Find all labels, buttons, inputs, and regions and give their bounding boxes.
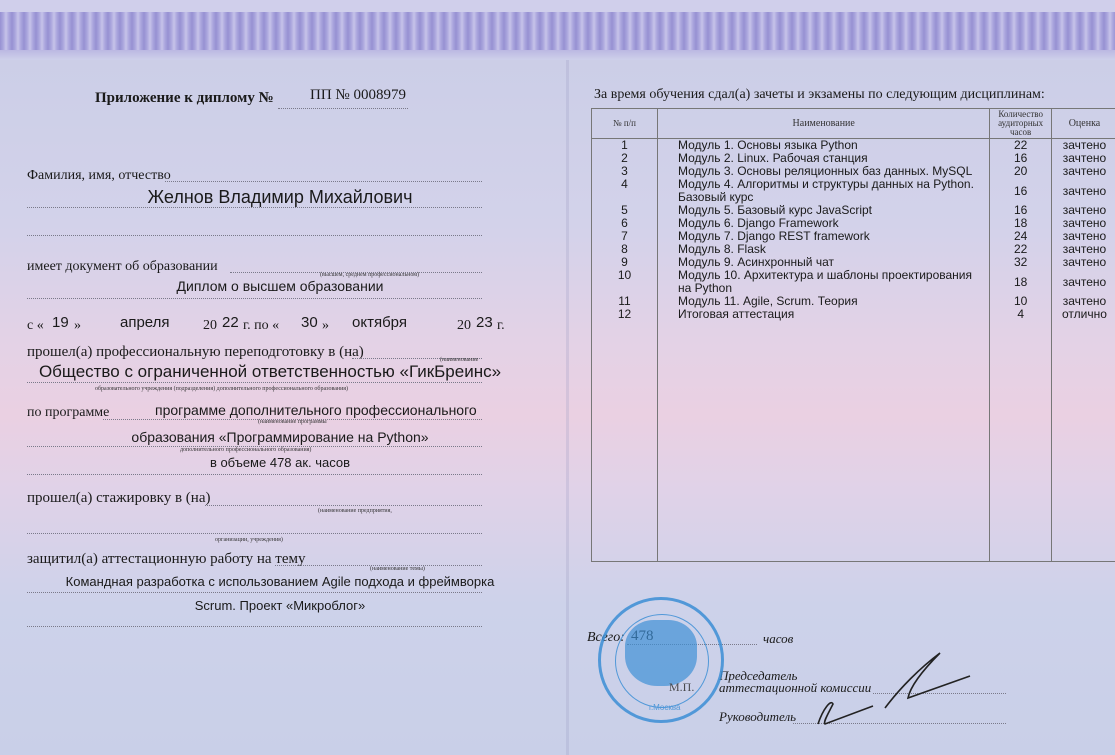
col-hours: Количество аудиторных часов [990,109,1052,139]
table-row: 8 Модуль 8. Flask 22 зачтено [592,243,1115,256]
table-row: 12 Итоговая аттестация 4 отлично [592,308,1115,321]
thesis-value-1: Командная разработка с использованием Agile подхода и фреймворка [65,574,495,589]
edu-doc-label: имеет документ об образовании [27,259,218,274]
period-from-day: 19 [52,314,69,331]
period-from-month: апреля [120,314,170,331]
chair-signature [880,648,980,718]
thesis-value-2: Scrum. Проект «Микроблог» [194,598,366,613]
retraining-caption: образовательного учреждения (подразделения) дополнительного профессионального образования) [95,386,349,392]
table-row: 11 Модуль 11. Agile, Scrum. Теория 10 зачтено [592,295,1115,308]
edu-doc-value: Диплом о высшем образовании [176,278,384,294]
head-signature [813,694,893,729]
total-unit: часов [763,631,794,646]
period-to-day: 30 [301,314,318,331]
left-page: Приложение к диплому № ПП № 0008979 Фамилия, имя, отчество Желнов Владимир Михайлович имеет документ об образовании (высшем, среднем профессиональном) Диплом о высшем образовании с « 19 » апреля 20 22 г. по « 30 » октября 20 23 г. прошел(а) профессиональную переподготовку в (на) (наименование Общество с ограниченной ответственностью «ГикБреинс» образовательного учреждения (подразделения) дополнительного профессионального образования) по программе программе дополнительного профессионального (наименование программы образования «Программирование на Python» дополнительного профессионального образования) в объеме 478 ак. часов прошел(а) стажировку в (на) (наименование предприятия, организации, учреждения) защитил(а) аттестационную работу на тему (наименование темы) Командная разработка с использованием Agile подхода и фреймворка Scrum. Проект «Микроблог» [0,60,560,755]
period-to-year: 23 [476,314,493,331]
chair-label-2: аттестационной комиссии [719,680,872,695]
table-row: 2 Модуль 2. Linux. Рабочая станция 16 зачтено [592,152,1115,165]
table-empty-space [592,321,1115,561]
program-value-1: программе дополнительного профессионального [155,402,477,418]
table-row: 3 Модуль 3. Основы реляционных баз данных. MySQL 20 зачтено [592,165,1115,178]
col-number: № п/п [592,109,658,139]
period-from-year: 22 [222,314,239,331]
disciplines-table [591,108,1115,562]
edu-doc-caption: (высшем, среднем профессиональном) [320,272,420,278]
seal-label: М.П. [669,680,695,694]
period-to-month: октября [352,314,407,331]
table-row: 4 Модуль 4. Алгоритмы и структуры данных на Python. Базовый курс 16 зачтено [592,178,1115,204]
table-row: 7 Модуль 7. Django REST framework 24 зачтено [592,230,1115,243]
fio-value: Желнов Владимир Михайлович [147,187,413,207]
program-label: по программе [27,405,110,420]
decorative-border [0,0,1115,60]
table-row: 9 Модуль 9. Асинхронный чат 32 зачтено [592,256,1115,269]
retraining-value: Общество с ограниченной ответственностью «ГикБреинс» [38,362,502,381]
disciplines-intro: За время обучения сдал(а) зачеты и экзамены по следующим дисциплинам: [594,87,1045,102]
col-grade: Оценка [1051,109,1115,139]
retraining-label: прошел(а) профессиональную переподготовку в (на) [27,344,364,360]
appendix-title: Приложение к диплому № [95,90,274,106]
fio-label: Фамилия, имя, отчество [27,168,171,183]
head-label: Руководитель [719,709,797,724]
thesis-label: защитил(а) аттестационную работу на тему [27,551,306,567]
internship-label: прошел(а) стажировку в (на) [27,490,211,506]
chair-label-1: Председатель [719,668,798,683]
total-label: Всего: [587,630,625,645]
stamp-city: г.Москва [649,703,681,712]
page-fold [566,60,569,755]
col-name: Наименование [658,109,990,139]
organization-stamp [598,597,724,723]
program-volume: в объеме 478 ак. часов [209,455,351,470]
diploma-number: ПП № 0008979 [310,87,406,103]
table-row: 5 Модуль 5. Базовый курс JavaScript 16 зачтено [592,204,1115,217]
brain-logo-icon [625,620,697,686]
table-row: 6 Модуль 6. Django Framework 18 зачтено [592,217,1115,230]
table-row: 1 Модуль 1. Основы языка Python 22 зачтено [592,139,1115,153]
table-row: 10 Модуль 10. Архитектура и шаблоны проектирования на Python 18 зачтено [592,269,1115,295]
program-value-2: образования «Программирование на Python» [131,429,429,445]
